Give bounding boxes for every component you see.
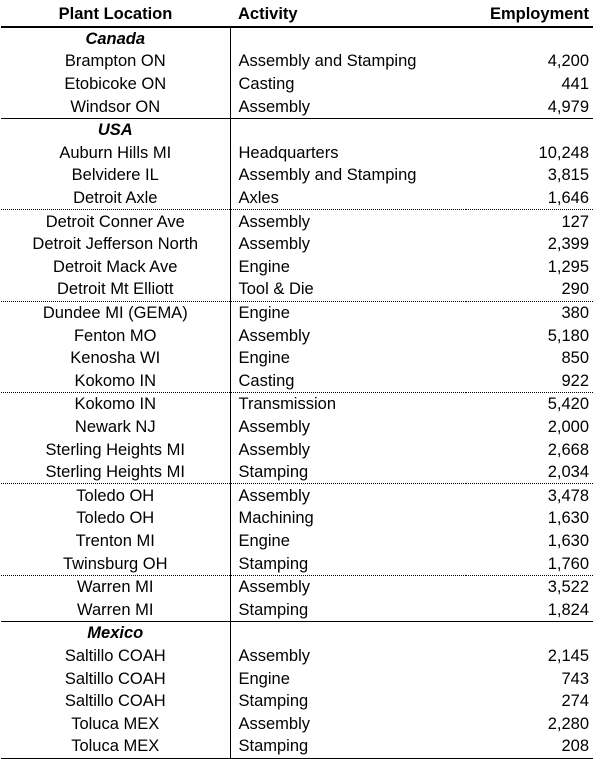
employment-cell: 2,000: [547, 417, 589, 436]
employment-table: [1, 3, 593, 759]
table-row: [1, 233, 593, 256]
table-row: [1, 164, 593, 187]
table-row: [1, 712, 593, 735]
activity-cell: Assembly: [238, 714, 311, 733]
table-row: [1, 507, 593, 530]
employment-cell: 441: [561, 75, 589, 94]
table-row: [1, 598, 593, 621]
table-row: [1, 50, 593, 73]
table-body: [1, 27, 593, 759]
plant-location-cell: Detroit Conner Ave: [1, 210, 230, 233]
region-label: Mexico: [1, 622, 230, 645]
plant-location-cell: Detroit Mt Elliott: [1, 278, 230, 301]
plant-location-cell: Toledo OH: [1, 484, 230, 507]
table-row: [1, 142, 593, 165]
activity-cell: Casting: [238, 75, 295, 94]
empty-cell: [466, 27, 593, 51]
plant-location-cell: Sterling Heights MI: [1, 461, 230, 484]
table-row: [1, 393, 593, 416]
table-row: [1, 347, 593, 370]
activity-cell: Machining: [238, 509, 314, 528]
activity-cell: Assembly: [238, 417, 311, 436]
plant-location-cell: Saltillo COAH: [1, 690, 230, 713]
employment-cell: 3,815: [547, 166, 589, 185]
header-activity: Activity: [230, 3, 466, 27]
plant-location-cell: Windsor ON: [1, 95, 230, 118]
plant-location-cell: Detroit Axle: [1, 187, 230, 210]
plant-location-cell: Detroit Mack Ave: [1, 256, 230, 279]
plant-employment-table: [1, 3, 599, 756]
employment-cell: 5,420: [466, 393, 593, 416]
activity-cell: Assembly: [238, 326, 311, 345]
employment-cell: 1,646: [547, 189, 589, 208]
table-row: [1, 461, 593, 484]
employment-cell: 922: [561, 371, 589, 390]
activity-cell: Assembly: [238, 440, 311, 459]
activity-cell: Engine: [238, 531, 290, 550]
plant-location-cell: Warren MI: [1, 598, 230, 621]
table-row: [1, 210, 593, 233]
plant-location-cell: Kenosha WI: [1, 347, 230, 370]
table-row: [1, 438, 593, 461]
activity-cell: Assembly: [238, 97, 311, 116]
plant-location-cell: Etobicoke ON: [1, 73, 230, 96]
region-label: Canada: [1, 27, 230, 51]
activity-cell: Casting: [238, 371, 295, 390]
plant-location-cell: Brampton ON: [1, 50, 230, 73]
activity-cell: Stamping: [238, 692, 309, 711]
plant-location-cell: Toluca MEX: [1, 735, 230, 758]
empty-cell: [230, 118, 466, 141]
table-row: [1, 187, 593, 210]
employment-cell: 10,248: [538, 143, 589, 162]
employment-cell: 850: [561, 349, 589, 368]
activity-cell: Assembly: [238, 235, 311, 254]
employment-cell: 2,034: [547, 463, 589, 482]
plant-location-cell: Auburn Hills MI: [1, 142, 230, 165]
plant-location-cell: Toluca MEX: [1, 712, 230, 735]
plant-location-cell: Sterling Heights MI: [1, 438, 230, 461]
plant-location-cell: Warren MI: [1, 575, 230, 598]
region-row-canada: [1, 27, 593, 51]
employment-cell: 1,630: [547, 509, 589, 528]
header-employment: Employment: [466, 3, 593, 27]
table-row: [1, 667, 593, 690]
employment-cell: 4,200: [547, 52, 589, 71]
employment-cell: 380: [466, 301, 593, 324]
employment-cell: 2,280: [547, 714, 589, 733]
activity-cell: Axles: [238, 189, 279, 208]
activity-cell: Stamping: [238, 554, 309, 573]
table-row: [1, 95, 593, 118]
header-plant-location: Plant Location: [1, 3, 230, 27]
plant-location-cell: Saltillo COAH: [1, 645, 230, 668]
empty-cell: [466, 118, 593, 141]
employment-cell: 2,399: [547, 235, 589, 254]
employment-cell: 1,824: [547, 600, 589, 619]
table-row: [1, 256, 593, 279]
plant-location-cell: Detroit Jefferson North: [1, 233, 230, 256]
table-row: [1, 324, 593, 347]
plant-location-cell: Trenton MI: [1, 530, 230, 553]
table-row: [1, 416, 593, 439]
plant-location-cell: Saltillo COAH: [1, 667, 230, 690]
plant-location-cell: Fenton MO: [1, 324, 230, 347]
employment-cell: 1,295: [547, 257, 589, 276]
plant-location-cell: Kokomo IN: [1, 393, 230, 416]
plant-location-cell: Newark NJ: [1, 416, 230, 439]
employment-cell: 3,522: [466, 575, 593, 598]
employment-cell: 1,760: [547, 554, 589, 573]
plant-location-cell: Belvidere IL: [1, 164, 230, 187]
activity-cell: Assembly: [230, 210, 466, 233]
activity-cell: Assembly and Stamping: [238, 166, 417, 185]
employment-cell: 3,478: [466, 484, 593, 507]
employment-cell: 127: [466, 210, 593, 233]
plant-location-cell: Twinsburg OH: [1, 552, 230, 575]
activity-cell: Stamping: [238, 600, 309, 619]
table-row: [1, 530, 593, 553]
activity-cell: Engine: [238, 349, 290, 368]
activity-cell: Tool & Die: [238, 280, 314, 299]
region-label: USA: [1, 118, 230, 141]
table-row: [1, 690, 593, 713]
activity-cell: Transmission: [230, 393, 466, 416]
activity-cell: Assembly: [238, 646, 311, 665]
employment-cell: 1,630: [547, 531, 589, 550]
region-row-usa: [1, 118, 593, 141]
employment-cell: 4,979: [547, 97, 589, 116]
activity-cell: Stamping: [238, 463, 309, 482]
activity-cell: Assembly: [230, 575, 466, 598]
activity-cell: Engine: [238, 669, 290, 688]
activity-cell: Stamping: [230, 735, 466, 758]
plant-location-cell: Toledo OH: [1, 507, 230, 530]
employment-cell: 274: [561, 692, 589, 711]
empty-cell: [230, 27, 466, 51]
table-row: [1, 575, 593, 598]
table-row: [1, 735, 593, 758]
employment-cell: 290: [561, 280, 589, 299]
table-row: [1, 484, 593, 507]
employment-cell: 2,145: [547, 646, 589, 665]
plant-location-cell: Dundee MI (GEMA): [1, 301, 230, 324]
employment-cell: 743: [561, 669, 589, 688]
table-row: [1, 73, 593, 96]
table-row: [1, 645, 593, 668]
employment-cell: 5,180: [547, 326, 589, 345]
header-row: [1, 3, 593, 27]
table-row: [1, 278, 593, 301]
activity-cell: Engine: [230, 301, 466, 324]
employment-cell: 2,668: [547, 440, 589, 459]
employment-cell: 208: [466, 735, 593, 758]
empty-cell: [466, 622, 593, 645]
plant-location-cell: Kokomo IN: [1, 370, 230, 393]
activity-cell: Headquarters: [238, 143, 339, 162]
table-row: [1, 301, 593, 324]
table-row: [1, 552, 593, 575]
empty-cell: [230, 622, 466, 645]
table-row: [1, 370, 593, 393]
activity-cell: Engine: [238, 257, 290, 276]
activity-cell: Assembly and Stamping: [238, 52, 417, 71]
activity-cell: Assembly: [230, 484, 466, 507]
region-row-mexico: [1, 622, 593, 645]
